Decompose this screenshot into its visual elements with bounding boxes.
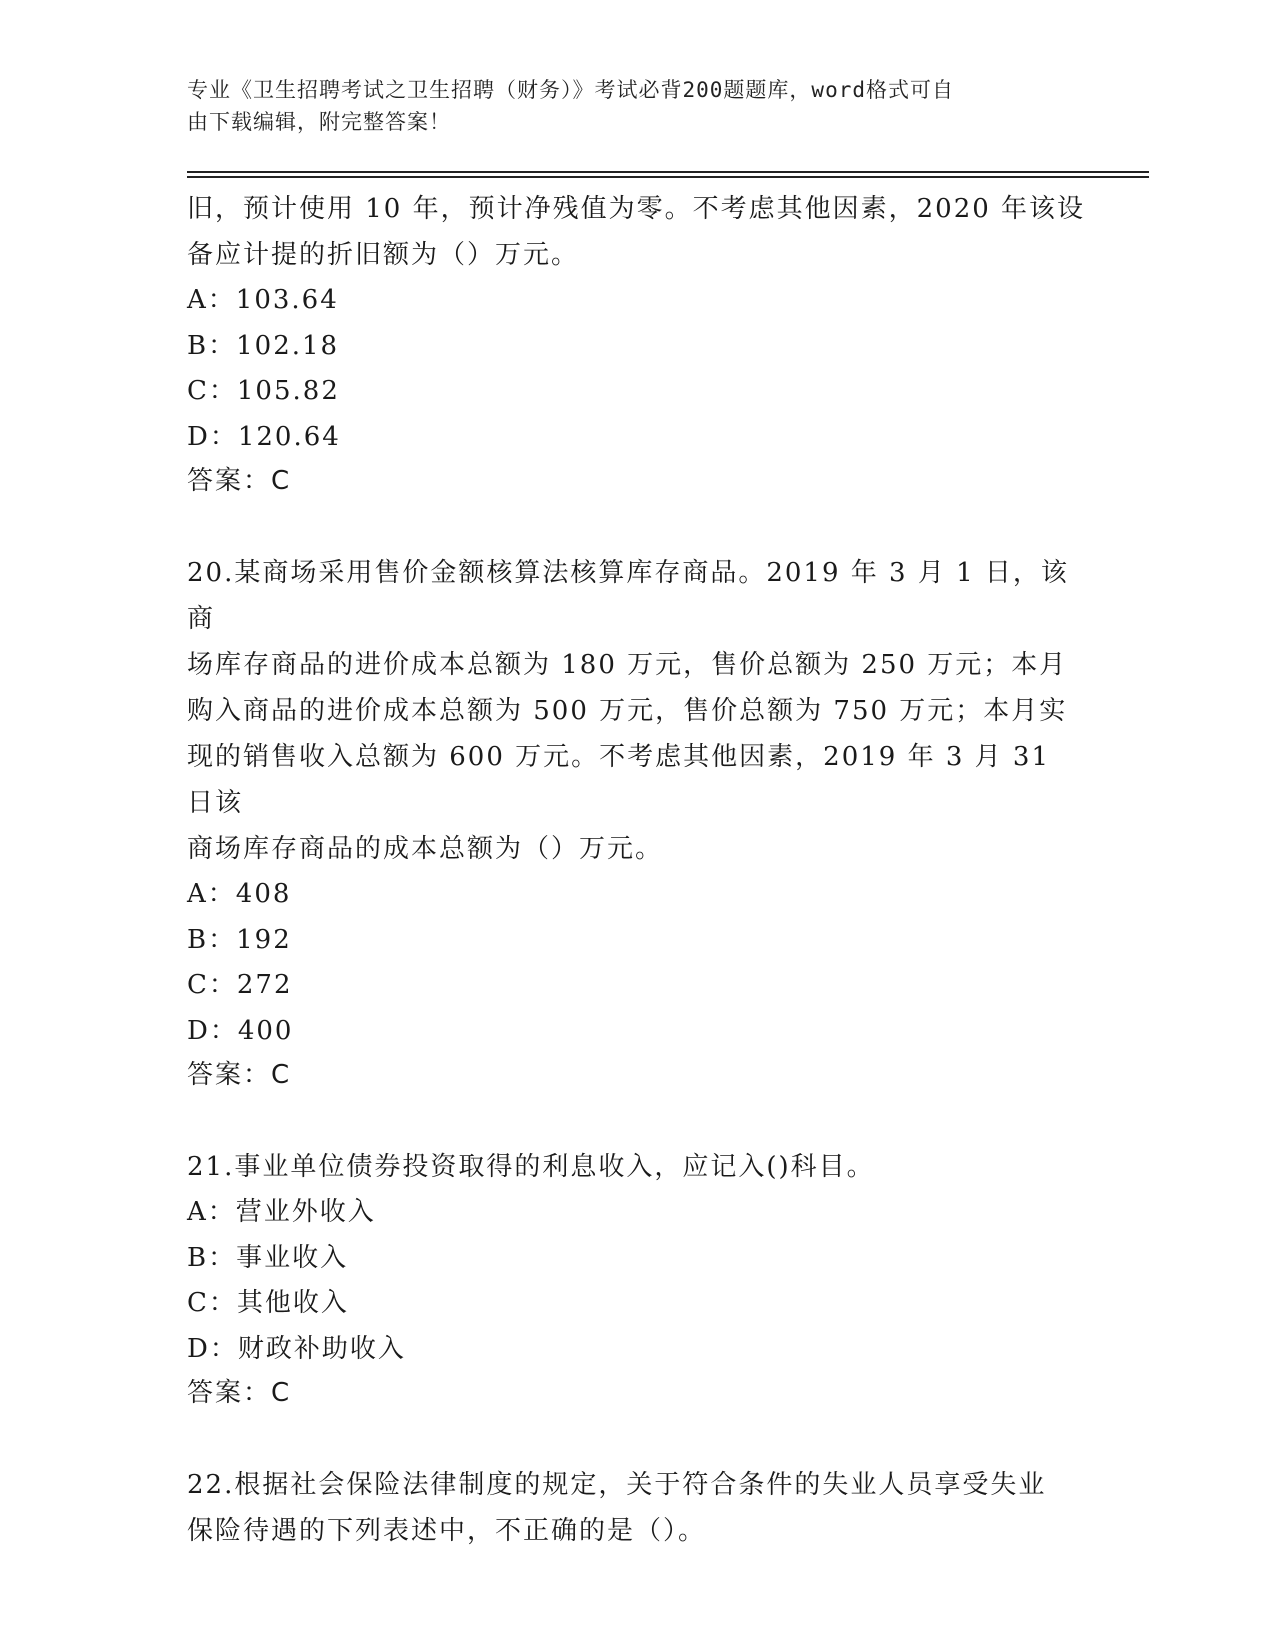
question-text-line: 旧，预计使用 10 年，预计净残值为零。不考虑其他因素，2020 年该设 [187, 194, 1086, 224]
question-text-line: 购入商品的进价成本总额为 500 万元，售价总额为 750 万元；本月实 [187, 696, 1068, 726]
answer-line: 答案：C [187, 1378, 292, 1408]
header-rule-top [187, 171, 1149, 173]
answer-line: 答案：C [187, 466, 292, 496]
option-d: D：400 [187, 1015, 294, 1046]
question-text-line: 21.事业单位债券投资取得的利息收入，应记入()科目。 [187, 1152, 875, 1182]
option-a: A：营业外收入 [187, 1197, 376, 1227]
option-c: C：272 [187, 970, 293, 1000]
option-c: C：其他收入 [187, 1288, 349, 1318]
question-text-line: 现的销售收入总额为 600 万元。不考虑其他因素，2019 年 3 月 31 日该 [187, 742, 1051, 818]
question-list [187, 186, 1087, 1554]
option-b: B：102.18 [187, 330, 340, 361]
option-c: C：105.82 [187, 376, 340, 406]
question-block-20 [187, 550, 1087, 1096]
option-a: A：103.64 [187, 285, 339, 315]
question-text-line: 商场库存商品的成本总额为（）万元。 [187, 834, 664, 864]
spacer [187, 1096, 1087, 1144]
option-b: B：事业收入 [187, 1242, 349, 1273]
question-text-line: 保险待遇的下列表述中，不正确的是（）。 [187, 1516, 707, 1546]
option-b: B：192 [187, 924, 292, 955]
spacer [187, 1414, 1087, 1462]
question-block-19 [187, 186, 1087, 502]
document-header [187, 74, 1067, 138]
question-text-line: 22.根据社会保险法律制度的规定，关于符合条件的失业人员享受失业 [187, 1470, 1047, 1500]
header-line-2: 由下载编辑，附完整答案！ [187, 110, 451, 134]
option-d: D：财政补助收入 [187, 1333, 406, 1364]
answer-line: 答案：C [187, 1060, 292, 1090]
question-text-line: 备应计提的折旧额为（）万元。 [187, 240, 580, 270]
header-rule-bottom [187, 176, 1149, 178]
question-block-21 [187, 1144, 1087, 1414]
option-a: A：408 [187, 879, 292, 909]
spacer [187, 502, 1087, 550]
question-text-line: 场库存商品的进价成本总额为 180 万元，售价总额为 250 万元；本月 [187, 650, 1068, 680]
option-d: D：120.64 [187, 421, 341, 452]
question-text-line: 20.某商场采用售价金额核算法核算库存商品。2019 年 3 月 1 日，该商 [187, 558, 1069, 634]
header-line-1: 专业《卫生招聘考试之卫生招聘（财务）》考试必背200题题库，word格式可自 [187, 78, 954, 102]
question-block-22 [187, 1462, 1087, 1554]
